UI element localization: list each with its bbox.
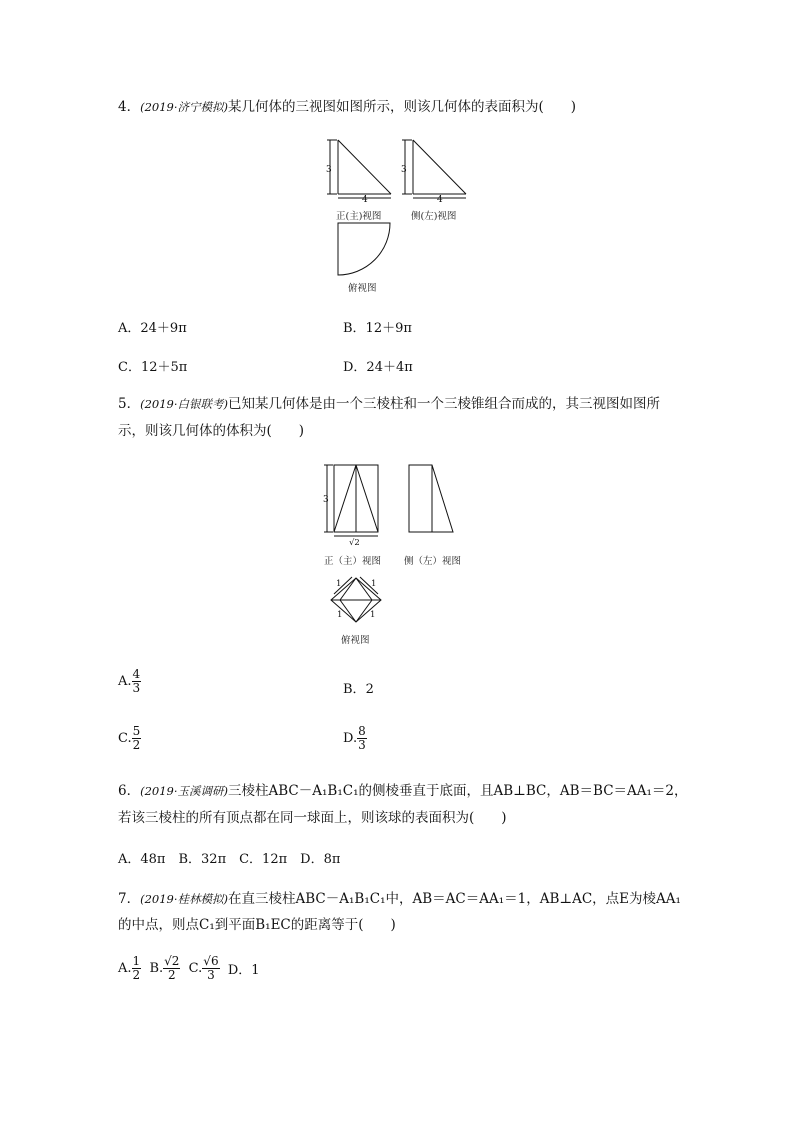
q5-option-c-denominator: 2 [132, 738, 141, 752]
q5-option-b-value: 2 [365, 682, 374, 697]
q7-option-d[interactable] [228, 963, 260, 978]
q7-option-a-letter: A. [118, 961, 132, 976]
q4-source: (2019·济宁模拟) [140, 100, 228, 114]
q4-top-view [335, 222, 395, 278]
q6-stem-line1 [118, 781, 688, 801]
q5-stem-line1 [118, 394, 660, 414]
q6-text-line2: 若该三棱柱的所有顶点都在同一球面上，则该球的表面积为( ) [118, 810, 507, 826]
q7-options [118, 955, 260, 982]
q5-option-a-numerator: 4 [132, 667, 141, 681]
q4-option-d[interactable]: D．24＋4π [343, 360, 413, 375]
q4-top-caption: 俯视图 [348, 283, 377, 294]
q5-option-c-numerator: 5 [132, 724, 141, 738]
q5-top-label-bl: 1 [337, 610, 343, 620]
q7-option-a-numerator: 1 [132, 954, 141, 968]
q5-front-view [322, 462, 382, 550]
q5-option-a-denominator: 3 [132, 681, 141, 695]
q5-text-line1: 已知某几何体是由一个三棱柱和一个三棱锥组合而成的，其三视图如图所 [228, 396, 660, 412]
q5-option-d-denominator: 3 [358, 738, 366, 752]
q4-option-a[interactable]: A．24＋9π [118, 321, 187, 336]
q5-text-line2: 示，则该几何体的体积为( ) [118, 423, 305, 439]
q7-option-c-denominator: 3 [207, 968, 215, 982]
q4-option-b[interactable]: B．12＋9π [343, 321, 412, 336]
q5-front-caption: 正（主）视图 [324, 556, 382, 567]
q7-option-d-value: 1 [251, 963, 260, 978]
q5-option-d-fraction [357, 725, 367, 752]
q5-option-c[interactable] [118, 725, 141, 752]
q5-top-caption: 俯视图 [341, 635, 370, 646]
q6-text-line1: 三棱柱ABC－A₁B₁C₁的侧棱垂直于底面，且AB⊥BC，AB＝BC＝AA₁＝2， [228, 783, 688, 799]
q5-option-c-letter: C. [118, 731, 132, 746]
q5-front-width-label: √2 [349, 538, 360, 548]
q7-stem-line1 [118, 889, 681, 909]
q5-source: (2019·白银联考) [140, 397, 228, 411]
q4-front-height-label: 3 [326, 165, 332, 175]
q5-front-height-label: 3 [323, 495, 329, 505]
q5-top-label-br: 1 [370, 610, 376, 620]
q4-side-caption: 侧(左)视图 [411, 211, 457, 222]
q5-option-b-letter: B． [343, 682, 366, 697]
q5-option-d-numerator: 8 [358, 724, 366, 738]
q5-top-view [327, 574, 387, 628]
q5-option-d[interactable] [343, 725, 367, 752]
q4-side-width-label: 4 [437, 195, 443, 205]
q7-option-c[interactable] [188, 954, 220, 982]
q5-number: 5． [118, 396, 141, 412]
q7-option-a-fraction [132, 955, 142, 982]
q7-text-line2: 的中点，则点C₁到平面B₁EC的距离等于( ) [118, 917, 396, 933]
q4-number: 4． [118, 99, 141, 115]
q6-options[interactable]: A．48π B．32π C．12π D．8π [118, 852, 341, 867]
q4-front-width-label: 4 [362, 195, 368, 205]
q5-top-label-tr: 1 [371, 579, 377, 589]
q7-option-b-numerator: √2 [164, 954, 180, 968]
q7-option-c-numerator: √6 [203, 954, 219, 968]
q6-source: (2019·玉溪调研) [140, 784, 228, 798]
q6-number: 6． [118, 783, 141, 799]
q7-option-b-denominator: 2 [167, 968, 176, 982]
q4-front-view [325, 136, 395, 218]
q4-side-view [400, 136, 470, 218]
q7-option-b[interactable] [149, 954, 180, 982]
q5-option-b[interactable] [343, 678, 374, 697]
q5-option-a[interactable] [118, 668, 141, 695]
q4-front-caption: 正(主)视图 [336, 211, 382, 222]
q7-option-d-letter: D． [227, 963, 252, 978]
q7-text-line1: 在直三棱柱ABC－A₁B₁C₁中，AB＝AC＝AA₁＝1，AB⊥AC，点E为棱AA₁ [228, 891, 681, 907]
q5-side-view [406, 462, 460, 536]
q5-top-label-tl: 1 [336, 579, 342, 589]
q5-option-a-letter: A. [118, 674, 132, 689]
q5-option-a-fraction [132, 668, 142, 695]
q5-option-c-fraction [132, 725, 142, 752]
q7-option-b-fraction [163, 955, 180, 982]
q4-option-c[interactable]: C．12＋5π [118, 360, 188, 375]
q7-option-a-denominator: 2 [132, 968, 141, 982]
q4-text: 某几何体的三视图如图所示，则该几何体的表面积为( ) [228, 99, 577, 115]
q4-stem [118, 97, 576, 117]
q7-option-b-letter: B. [149, 961, 164, 976]
q7-option-c-letter: C. [188, 961, 203, 976]
q7-option-c-fraction [202, 955, 219, 982]
q5-side-caption: 侧（左）视图 [404, 556, 462, 567]
q4-side-height-label: 3 [401, 165, 407, 175]
q7-option-a[interactable] [118, 954, 141, 982]
q7-number: 7． [118, 891, 141, 907]
q5-option-d-letter: D. [343, 731, 358, 746]
q7-source: (2019·桂林模拟) [140, 892, 228, 906]
